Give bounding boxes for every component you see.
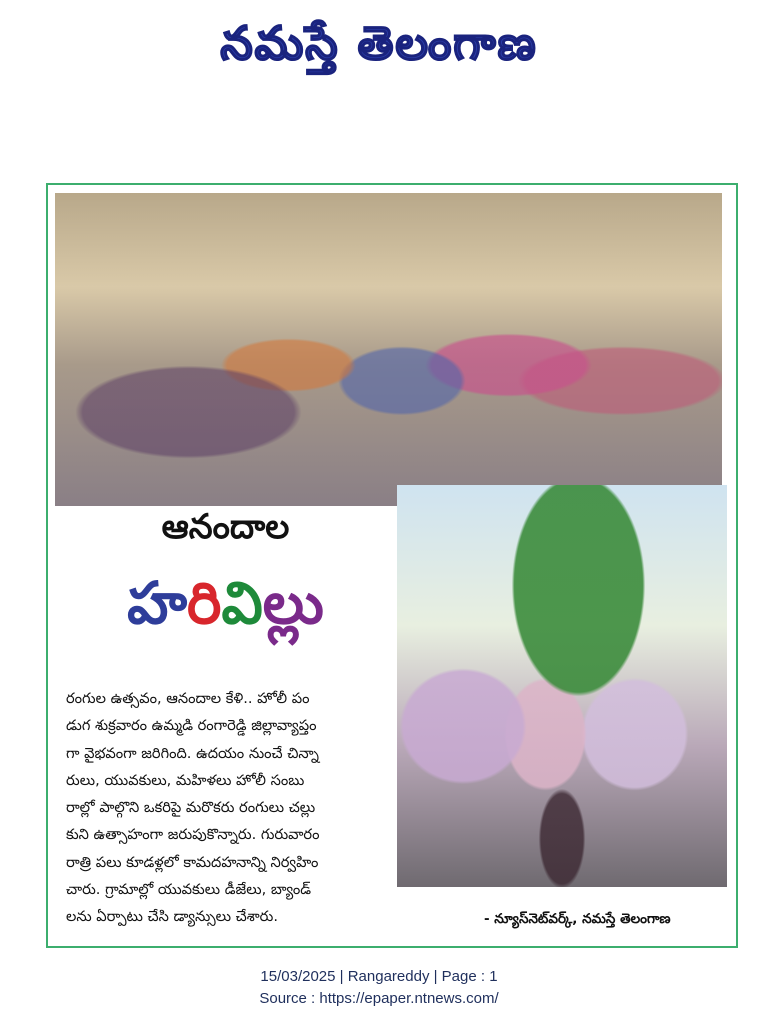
body-line: కుని ఉత్సాహంగా జరుపుకొన్నారు. గురువారం bbox=[66, 826, 320, 844]
body-line: రాల్లో పాల్గొని ఒకరిపై మరొకరు రంగులు చల్లు bbox=[66, 799, 316, 817]
article-credit: - న్యూస్‌నెట్‌వర్క్, నమస్తే తెలంగాణ bbox=[484, 911, 671, 927]
body-line: చారు. గ్రామాల్లో యువకులు డీజేలు, బ్యాండ్ bbox=[66, 881, 312, 899]
holi-celebration-photo-men bbox=[55, 193, 722, 506]
newspaper-title: నమస్తే తెలంగాణ bbox=[220, 16, 538, 70]
masthead bbox=[0, 8, 758, 78]
edition-info: 15/03/2025 | Rangareddy | Page : 1 bbox=[260, 968, 498, 985]
article-clipping bbox=[46, 183, 738, 948]
body-line: గా వైభవంగా జరిగింది. ఉదయం నుంచే చిన్నా bbox=[66, 744, 319, 762]
body-line: రంగుల ఉత్సవం, ఆనందాల కేళి.. హోలీ పం bbox=[66, 690, 310, 707]
headline-line-1: ఆనందాల bbox=[161, 507, 290, 547]
headline-syllable: హ bbox=[127, 569, 188, 637]
body-line: లను ఏర్పాటు చేసి డ్యాన్సులు చేశారు. bbox=[66, 908, 278, 926]
body-line: డుగ శుక్రవారం ఉమ్మడి రంగారెడ్డి జిల్లావ్యాప్తం bbox=[66, 717, 317, 735]
headline-syllable: వి bbox=[221, 569, 263, 637]
body-line: రాత్రి పలు కూడళ్లలో కామదహనాన్ని నిర్వహిం bbox=[66, 853, 319, 871]
headline-line-2 bbox=[58, 563, 393, 643]
page-footer bbox=[0, 966, 758, 1010]
article-body bbox=[66, 685, 396, 931]
headline-syllable: ల్లు bbox=[262, 569, 324, 637]
source-link[interactable]: Source : https://epaper.ntnews.com/ bbox=[259, 990, 499, 1007]
body-line: రులు, యువకులు, మహిళలు హోలీ సంబు bbox=[66, 771, 305, 789]
holi-celebration-photo-girls bbox=[397, 485, 727, 887]
headline-syllable: రి bbox=[187, 569, 222, 637]
